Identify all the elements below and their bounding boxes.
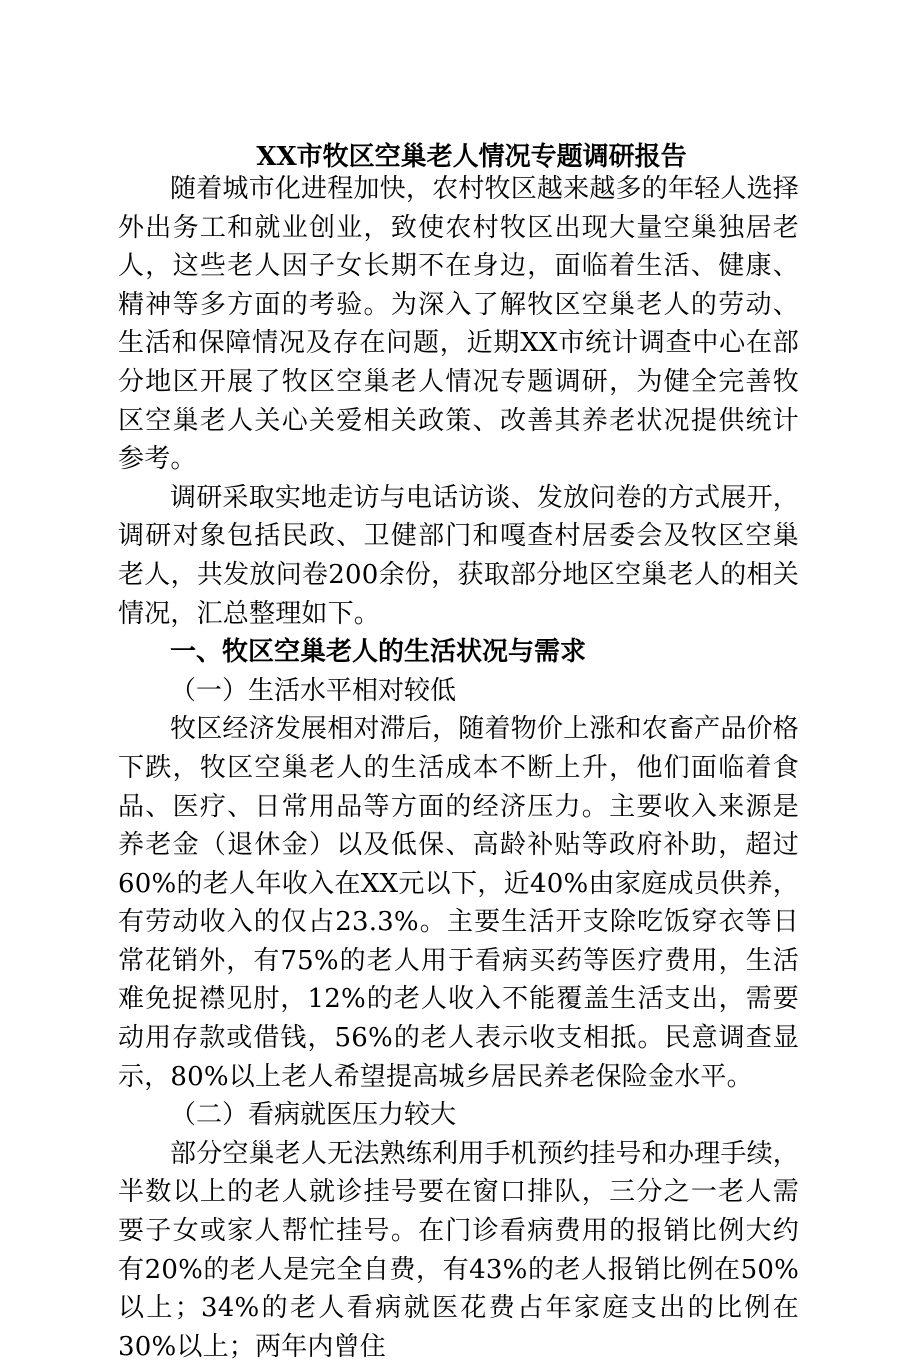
section-heading-1: 一、牧区空巢老人的生活状况与需求 bbox=[170, 637, 587, 668]
subsection-heading-1: （一）生活水平相对较低 bbox=[170, 675, 457, 706]
intro-paragraph-2: 调研采取实地走访与电话访谈、发放问卷的方式展开，调研对象包括民政、卫健部门和嘎查村居委会及牧区空巢老人，共发放问卷200余份，获取部分地区空巢老人的相关情况，汇总整理如下。 bbox=[118, 482, 799, 629]
document-title: XX市牧区空巢老人情况专题调研报告 bbox=[256, 142, 687, 172]
intro-paragraph-1: 随着城市化进程加快，农村牧区越来越多的年轻人选择外出务工和就业创业，致使农村牧区出现大量空巢独居老人，这些老人因子女长期不在身边，面临着生活、健康、精神等多方面的考验。为深入了解牧区空巢老人的劳动、生活和保障情况及存在问题，近期XX市统计调查中心在部分地区开展了牧区空巢老人情况专题调研，为健全完善牧区空巢老人关心关爱相关政策、改善其养老状况提供统计参考。 bbox=[118, 174, 799, 475]
subsection-paragraph-1: 牧区经济发展相对滞后，随着物价上涨和农畜产品价格下跌，牧区空巢老人的生活成本不断上升，他们面临着食品、医疗、日常用品等方面的经济压力。主要收入来源是养老金（退休金）以及低保、高龄补贴等政府补助，超过60%的老人年收入在XX元以下，近40%由家庭成员供养，有劳动收入的仅占23.3%。主要生活开支除吃饭穿衣等日常花销外，有75%的老人用于看病买药等医疗费用，生活难免捉襟见肘，12%的老人收入不能覆盖生活支出，需要动用存款或借钱，56%的老人表示收支相抵。民意调查显示，80%以上老人希望提高城乡居民养老保险金水平。 bbox=[118, 714, 799, 1092]
subsection-heading-2: （二）看病就医压力较大 bbox=[170, 1100, 457, 1131]
subsection-paragraph-2: 部分空巢老人无法熟练利用手机预约挂号和办理手续，半数以上的老人就诊挂号要在窗口排队，三分之一老人需要子女或家人帮忙挂号。在门诊看病费用的报销比例大约有20%的老人是完全自费，有43%的老人报销比例在50%以上；34%的老人看病就医花费占年家庭支出的比例在30%以上；两年内曾住 bbox=[118, 1138, 799, 1362]
